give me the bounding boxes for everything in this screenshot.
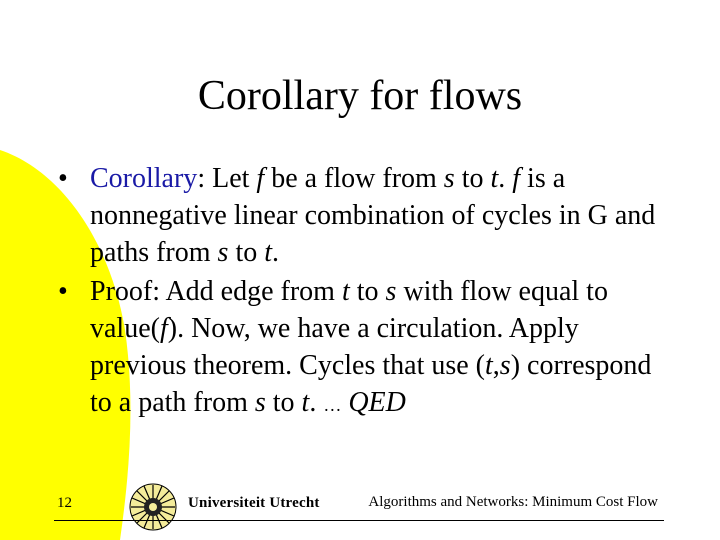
bullet-text-segment: t [341,276,350,307]
bullet-text-segment: . [498,163,513,194]
bullet-text-segment: s [499,350,511,381]
university-seal-logo [128,482,178,532]
bullet-text-segment: is a nonnegative linear combination of cycles in G and paths from [90,163,656,268]
university-name: Universiteit Utrecht [188,495,320,511]
bullet-text-segment: with flow equal to value( [90,276,608,344]
bullet-text-segment: be a flow from [264,163,444,194]
bullet-text-segment: . [272,237,279,268]
bullet-text-segment: f [256,163,265,194]
bullet-list [58,160,678,426]
bullet-text-segment: Proof: Add edge from [90,276,342,307]
bullet-text-segment: to [228,237,265,268]
bullet-text-segment: Corollary [90,163,198,194]
bullet-marker: • [58,163,68,194]
bullet-text-segment: s [217,237,229,268]
footer-rule [54,520,664,521]
bullet-text-segment: f [512,163,521,194]
page-number: 12 [57,495,72,511]
bullet-text-segment: : Let [197,163,257,194]
bullet-text-segment: f [159,313,168,344]
bullet-proof [58,273,678,424]
bullet-text-segment: , [492,350,500,381]
bullet-text-segment: t [264,237,272,268]
bullet-marker: • [58,276,68,307]
bullet-corollary [58,160,678,271]
bullet-text-segment: s [385,276,397,307]
bullet-text-segment: ) correspond to a path from [90,350,652,418]
bullet-text-segment: t [490,163,499,194]
bullet-text-segment: QED [341,387,406,418]
bullet-text-segment: … [323,395,342,415]
bullet-text-segment: to [349,276,386,307]
bullet-text-segment: to [454,163,491,194]
bullet-text-segment: t [485,350,493,381]
bullet-text-segment: s [443,163,455,194]
course-title: Algorithms and Networks: Minimum Cost Flow [368,494,658,510]
bullet-text-segment: to [265,387,302,418]
bullet-text-segment: s [254,387,266,418]
bullet-text-segment: ). Now, we have a circulation. Apply previous theorem. Cycles that use ( [90,313,579,381]
slide-title: Corollary for flows [197,73,523,119]
bullet-text-segment: . [309,387,324,418]
bullet-text-segment: t [301,387,310,418]
